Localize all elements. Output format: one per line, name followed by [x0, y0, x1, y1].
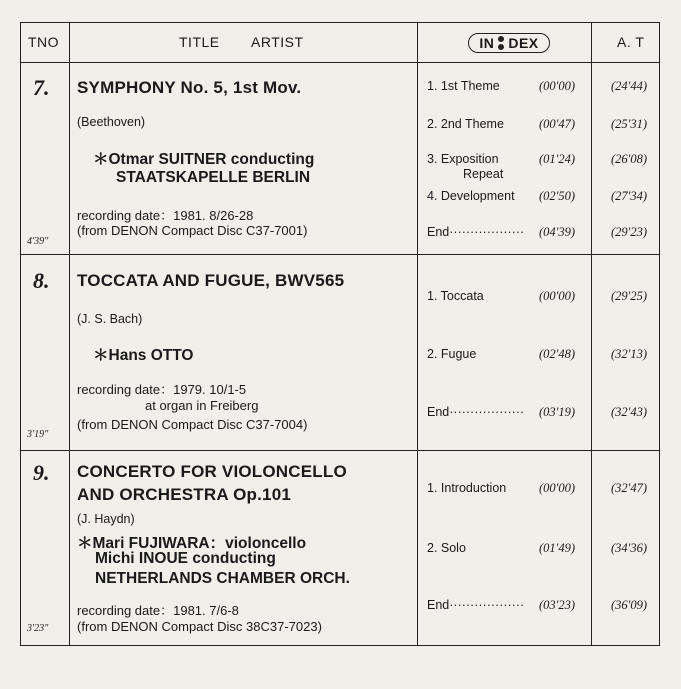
track-duration: 3'23"	[27, 623, 49, 634]
index-point-time: (00'47)	[539, 117, 575, 131]
index-point-at: (34'36)	[611, 541, 647, 555]
index-point-time: (04'39)	[539, 225, 575, 239]
header-tno: TNO	[28, 34, 60, 50]
column-divider-index	[591, 23, 592, 645]
index-point-name: 2. Fugue	[427, 347, 477, 361]
track-performer: STAATSKAPELLE BERLIN	[116, 169, 311, 186]
track-recording-info: recording date：1979. 10/1-5	[77, 382, 247, 397]
track-performer: ＊Mari FUJIWARA：violoncello	[77, 535, 307, 552]
track-title: CONCERTO FOR VIOLONCELLO	[77, 462, 347, 481]
track-recording-info: recording date：1981. 8/26-28	[77, 208, 254, 223]
index-point-at: (32'43)	[611, 405, 647, 419]
index-point-at: (32'47)	[611, 481, 647, 495]
index-point-name: 3. Exposition	[427, 152, 499, 166]
header-title: TITLE	[179, 34, 220, 50]
index-point-time: (03'19)	[539, 405, 575, 419]
track-performer: ＊Otmar SUITNER conducting	[93, 151, 315, 168]
header-artist: ARTIST	[251, 34, 304, 50]
index-point-at: (29'23)	[611, 225, 647, 239]
index-point-time: (00'00)	[539, 79, 575, 93]
index-point-time: (03'23)	[539, 598, 575, 612]
index-logo	[468, 33, 550, 53]
track-number: 8.	[33, 268, 50, 293]
track-number: 9.	[33, 460, 50, 485]
index-point-at: (27'34)	[611, 189, 647, 203]
row-divider-2	[21, 450, 659, 451]
track-performer: NETHERLANDS CHAMBER ORCH.	[95, 570, 350, 587]
track-title: AND ORCHESTRA Op.101	[77, 485, 292, 504]
index-point-at: (24'44)	[611, 79, 647, 93]
track-number: 7.	[33, 75, 50, 100]
index-point-time: (00'00)	[539, 481, 575, 495]
index-point-name: 1. Introduction	[427, 481, 507, 495]
track-title: SYMPHONY No. 5, 1st Mov.	[77, 78, 302, 97]
index-point-at: (25'31)	[611, 117, 647, 131]
track-duration: 4'39"	[27, 236, 49, 247]
index-point-time: (02'48)	[539, 347, 575, 361]
index-point-name: End··················	[427, 225, 525, 239]
index-point-name: 2. 2nd Theme	[427, 117, 504, 131]
track-composer: (Beethoven)	[77, 115, 146, 129]
track-performer: Michi INOUE conducting	[95, 550, 276, 567]
index-logo-left: IN	[479, 35, 495, 51]
track-recording-info: recording date：1981. 7/6-8	[77, 603, 239, 618]
index-point-name: End··················	[427, 598, 525, 612]
track-title: TOCCATA AND FUGUE, BWV565	[77, 271, 345, 290]
index-dots-icon	[495, 36, 507, 50]
track-duration: 3'19"	[27, 429, 49, 440]
track-index-table	[20, 22, 660, 646]
index-point-name-cont: Repeat	[463, 167, 504, 181]
index-point-at: (36'09)	[611, 598, 647, 612]
index-point-time: (01'49)	[539, 541, 575, 555]
index-point-time: (00'00)	[539, 289, 575, 303]
index-point-at: (29'25)	[611, 289, 647, 303]
track-recording-info: (from DENON Compact Disc C37-7004)	[77, 417, 308, 432]
index-point-time: (02'50)	[539, 189, 575, 203]
column-divider-tno	[69, 23, 70, 645]
index-point-at: (26'08)	[611, 152, 647, 166]
index-point-time: (01'24)	[539, 152, 575, 166]
index-point-name: 4. Development	[427, 189, 515, 203]
column-divider-title	[417, 23, 418, 645]
row-divider-1	[21, 254, 659, 255]
index-point-name: End··················	[427, 405, 525, 419]
index-point-at: (32'13)	[611, 347, 647, 361]
index-point-name: 1. Toccata	[427, 289, 484, 303]
index-point-name: 1. 1st Theme	[427, 79, 500, 93]
track-recording-info: (from DENON Compact Disc 38C37-7023)	[77, 619, 322, 634]
header-at: A. T	[617, 34, 645, 50]
header-divider	[21, 62, 659, 63]
track-composer: (J. S. Bach)	[77, 312, 143, 326]
track-composer: (J. Haydn)	[77, 512, 135, 526]
index-point-name: 2. Solo	[427, 541, 466, 555]
track-performer: ＊Hans OTTO	[93, 347, 194, 364]
index-logo-right: DEX	[508, 35, 539, 51]
track-recording-info: (from DENON Compact Disc C37-7001)	[77, 223, 308, 238]
track-recording-info: at organ in Freiberg	[145, 398, 259, 413]
